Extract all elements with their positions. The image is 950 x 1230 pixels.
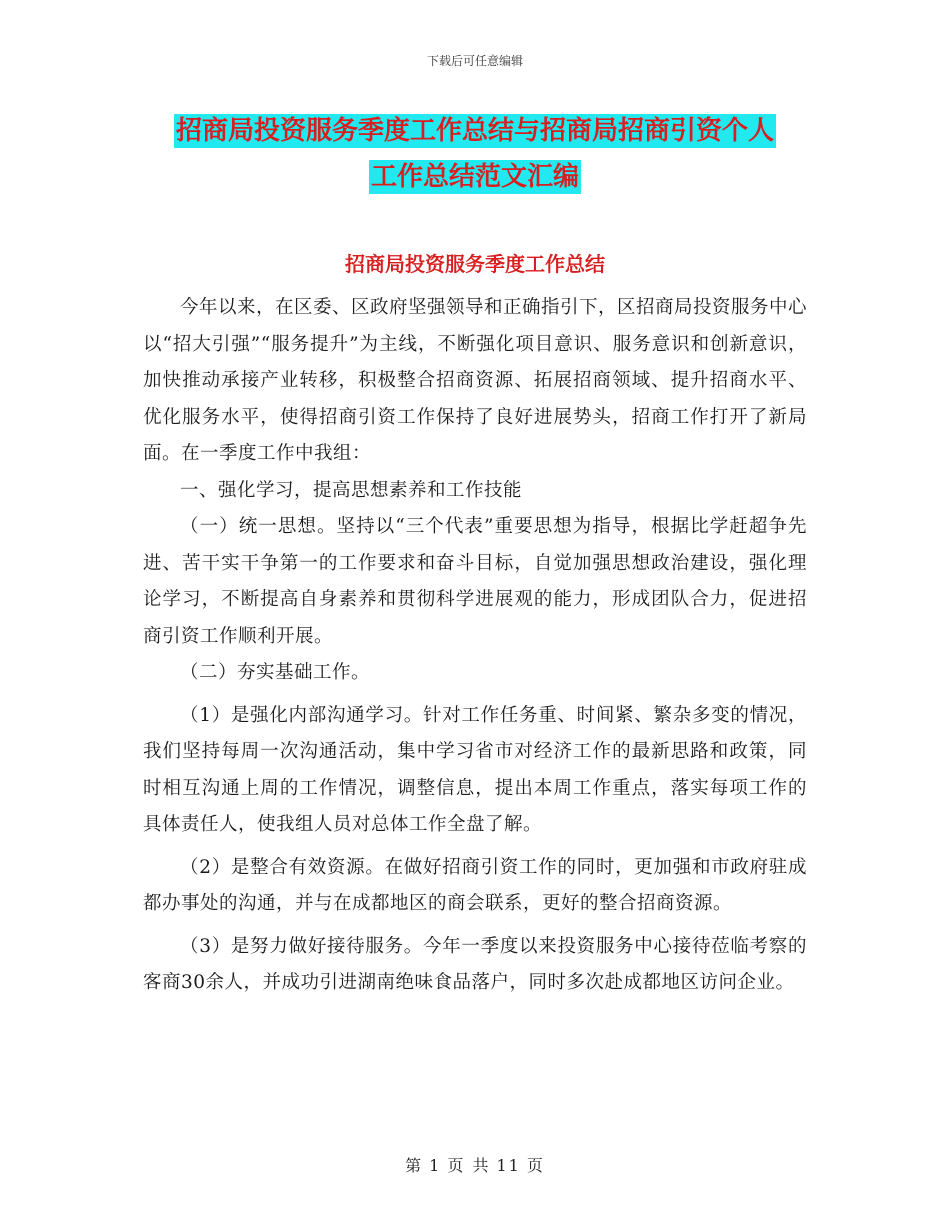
header-note: 下载后可任意编辑 xyxy=(426,54,523,68)
footer-suffix: 页 xyxy=(526,1156,545,1175)
heading-one: 一、强化学习，提高思想素养和工作技能 xyxy=(180,479,523,501)
footer-mid: 页 共 xyxy=(447,1156,491,1175)
paragraph-item-2: （2）是整合有效资源。在做好招商引资工作的同时，更加强和市政府驻成都办事处的沟通，并与在成都地区的商会联系，更好的整合招商资源。 xyxy=(143,856,807,914)
section-title: 招商局投资服务季度工作总结 xyxy=(345,252,605,276)
title-line-2: 工作总结范文汇编 xyxy=(370,162,579,192)
document-title xyxy=(145,108,805,200)
page-footer xyxy=(0,1153,950,1176)
paragraph-unify-thought: （一）统一思想。坚持以“三个代表”重要思想为指导，根据比学赶超争先进、苦干实干争第一的工作要求和奋斗目标，自觉加强思想政治建设，强化理论学习，不断提高自身素养和贯彻科学进展观的能力，形成团队合力，促进招商引资工作顺利开展。 xyxy=(143,516,807,647)
title-line-1: 招商局投资服务季度工作总结与招商局招商引资个人 xyxy=(175,116,774,146)
paragraph-intro: 今年以来，在区委、区政府坚强领导和正确指引下，区招商局投资服务中心以“招大引强”“服务提升”为主线，不断强化项目意识、服务意识和创新意识，加快推动承接产业转移，积极整合招商资源、拓展招商领域、提升招商水平、优化服务水平，使得招商引资工作保持了良好进展势头，招商工作打开了新局面。在一季度工作中我组： xyxy=(143,297,808,464)
footer-page-number: 1 xyxy=(429,1156,442,1175)
footer-total-pages: 11 xyxy=(496,1156,521,1175)
paragraph-item-3: （3）是努力做好接待服务。今年一季度以来投资服务中心接待莅临考察的客商30余人，并成功引进湖南绝味食品落户，同时多次赴成都地区访问企业。 xyxy=(143,935,807,993)
document-body xyxy=(143,290,807,1002)
heading-foundation: （二）夯实基础工作。 xyxy=(180,662,371,683)
footer-prefix: 第 xyxy=(405,1156,424,1175)
paragraph-item-1: （1）是强化内部沟通学习。针对工作任务重、时间紧、繁杂多变的情况，我们坚持每周一次沟通活动，集中学习省市对经济工作的最新思路和政策，同时相互沟通上周的工作情况，调整信息，提出本周工作重点，落实每项工作的具体责任人，使我组人员对总体工作全盘了解。 xyxy=(143,704,807,835)
